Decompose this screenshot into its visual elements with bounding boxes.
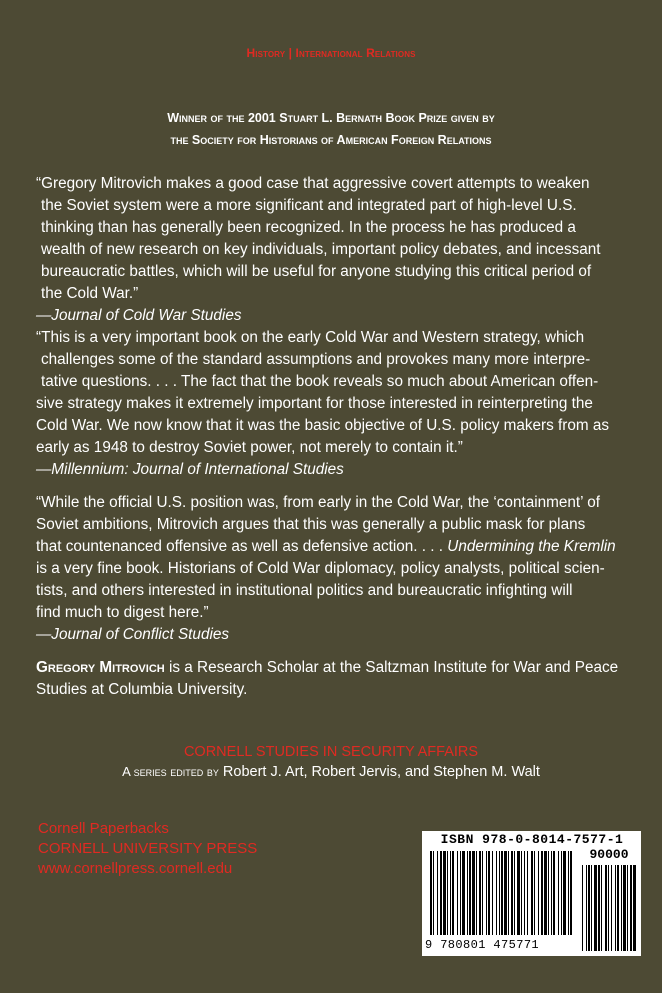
author-bio — [36, 657, 636, 701]
barcode-bar — [496, 851, 497, 935]
barcode-bar — [517, 851, 520, 935]
barcode-bar — [499, 851, 500, 935]
barcode-bar — [508, 851, 509, 935]
addon-bar — [633, 865, 636, 951]
quote-line: Cold War. We now know that it was the basic objective of U.S. policy makers from as — [36, 417, 610, 434]
quote-line: wealth of new research on key individuals, important policy debates, and incessant — [41, 241, 601, 258]
barcode-bar — [534, 851, 535, 935]
barcode-bar — [501, 851, 503, 935]
barcode-digits: 9 780801 475771 — [425, 938, 540, 952]
quote-line: thinking than has generally been recognized. In the process he has produced a — [41, 219, 576, 236]
publisher-imprint: Cornell Paperbacks — [38, 820, 169, 837]
author-name: Gregory Mitrovich — [36, 659, 165, 676]
addon-bar — [621, 865, 622, 951]
publisher-info — [38, 819, 257, 879]
editor-names: Robert J. Art, Robert Jervis, and Stephen M. Walt — [218, 764, 540, 780]
barcode-bar — [531, 851, 533, 935]
quote-source: —Journal of Cold War Studies — [36, 307, 242, 324]
barcode-bar — [551, 851, 552, 935]
addon-bar — [615, 865, 616, 951]
barcode-bar — [541, 851, 543, 935]
quote-source: —Journal of Conflict Studies — [36, 626, 230, 643]
quote-line: tative questions. . . . The fact that the book reveals so much about American offen- — [41, 373, 599, 390]
prize-line: Winner of the 2001 Stuart L. Bernath Book Prize given by — [167, 111, 495, 125]
addon-bar — [586, 865, 587, 951]
barcode-bar — [433, 851, 434, 935]
quote-line: the Cold War.” — [41, 285, 139, 302]
addon-bar — [611, 865, 612, 951]
addon-bar — [588, 865, 590, 951]
barcode-bar — [437, 851, 438, 935]
barcode-bar — [553, 851, 555, 935]
review-quote-1 — [36, 173, 636, 327]
addon-bar — [605, 865, 607, 951]
prize-announcement — [60, 107, 602, 151]
barcode-bar — [488, 851, 490, 935]
barcode-bar — [561, 851, 562, 935]
barcode-bar — [538, 851, 539, 935]
barcode-bar — [527, 851, 528, 935]
quote-line: bureaucratic battles, which will be useful for anyone studying this critical period of — [41, 263, 592, 280]
series-title: CORNELL STUDIES IN SECURITY AFFAIRS — [183, 744, 479, 760]
quote-text — [36, 173, 636, 305]
bio-text: is a Research Scholar at the Saltzman Institute for War and Peace — [164, 659, 619, 676]
quote-text — [36, 492, 636, 624]
barcode-bar — [492, 851, 493, 935]
barcode-bar — [544, 851, 547, 935]
barcode-bar — [486, 851, 487, 935]
quote-line: “While the official U.S. position was, from early in the Cold War, the ‘containment’ of — [36, 494, 600, 511]
addon-bar — [608, 865, 609, 951]
barcode-bar — [479, 851, 481, 935]
isbn-text: ISBN 978-0-8014-7577-1 — [440, 832, 624, 847]
barcode-bar — [482, 851, 483, 935]
subject-category: History | International Relations — [246, 46, 416, 60]
barcode-bar — [460, 851, 461, 935]
barcode-bar — [570, 851, 572, 935]
prize-line: the Society for Historians of American Foreign Relations — [170, 133, 492, 147]
barcode-bar — [514, 851, 515, 935]
quote-line: early as 1948 to destroy Soviet power, not merely to contain it.” — [36, 439, 463, 456]
bio-line — [36, 657, 636, 679]
addon-code: 90000 — [589, 847, 629, 862]
quote-text — [36, 327, 636, 459]
quote-line: sive strategy makes it extremely important for those interested in reinterpreting the — [36, 395, 593, 412]
review-quote-2 — [36, 327, 636, 481]
addon-bar — [630, 865, 632, 951]
barcode-bar — [443, 851, 446, 935]
barcode-bar — [524, 851, 525, 935]
addon-bar — [582, 865, 583, 951]
barcode-bar — [457, 851, 458, 935]
publisher-website: www.cornellpress.cornell.edu — [38, 860, 233, 877]
isbn-barcode — [422, 831, 641, 956]
quote-line: challenges some of the standard assumptions and provokes many more interpre- — [41, 351, 591, 368]
addon-bar — [627, 865, 628, 951]
series-prefix: A series edited by — [122, 764, 219, 779]
barcode-bar — [450, 851, 451, 935]
quote-line: find much to digest here.” — [36, 604, 209, 621]
barcode-bar — [467, 851, 468, 935]
barcode-bar — [452, 851, 454, 935]
series-editors — [0, 762, 662, 782]
quote-line — [36, 536, 636, 558]
addon-bar — [623, 865, 626, 951]
barcode-bar — [511, 851, 513, 935]
barcode-bar — [469, 851, 471, 935]
quote-line: tists, and others interested in institutional politics and bureaucratic infighting will — [36, 582, 573, 599]
quote-line: “Gregory Mitrovich makes a good case that aggressive covert attempts to weaken — [36, 175, 590, 192]
barcode-bar — [548, 851, 549, 935]
barcode-bar — [430, 851, 432, 935]
review-quote-3 — [36, 492, 636, 646]
series-info — [0, 742, 662, 782]
quote-line: is a very fine book. Historians of Cold War diplomacy, policy analysts, political scien- — [36, 560, 605, 577]
barcode-bar — [558, 851, 559, 935]
barcode-bar — [563, 851, 566, 935]
publisher-name: CORNELL UNIVERSITY PRESS — [38, 840, 258, 857]
book-title: Undermining the Kremlin — [447, 538, 616, 555]
barcode-bar — [440, 851, 442, 935]
barcode-bar — [521, 851, 522, 935]
addon-bar — [617, 865, 619, 951]
quote-line: the Soviet system were a more significant and integrated part of high-level U.S. — [41, 197, 577, 214]
quote-source: —Millennium: Journal of International Studies — [36, 461, 344, 478]
barcode-bar — [504, 851, 507, 935]
barcode-bar — [462, 851, 465, 935]
addon-bar — [601, 865, 602, 951]
addon-bar — [594, 865, 597, 951]
barcode-bar — [472, 851, 475, 935]
addon-bar — [591, 865, 592, 951]
addon-bar — [598, 865, 600, 951]
quote-line: “This is a very important book on the early Cold War and Western strategy, which — [36, 329, 585, 346]
barcode-bar — [476, 851, 477, 935]
quote-line: Soviet ambitions, Mitrovich argues that this was generally a public mask for plans — [36, 516, 586, 533]
barcode-bar — [447, 851, 448, 935]
barcode-bar — [568, 851, 569, 935]
bio-line: Studies at Columbia University. — [36, 681, 248, 698]
quote-line-text: that countenanced offensive as well as defensive action. . . . — [36, 538, 444, 555]
